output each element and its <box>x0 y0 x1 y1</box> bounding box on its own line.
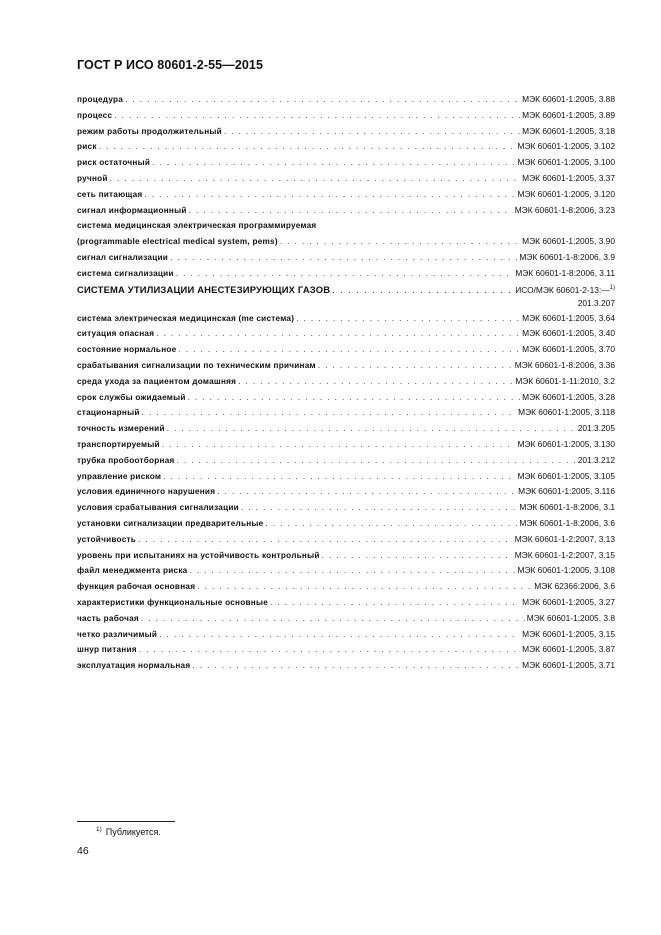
index-reference <box>515 203 615 219</box>
index-entry <box>77 155 615 171</box>
index-entry <box>77 390 615 406</box>
term-index-list <box>77 92 615 674</box>
index-entry <box>77 595 615 611</box>
index-entry <box>77 342 615 358</box>
footnote-marker: 1) <box>96 826 102 833</box>
dot-leader <box>280 234 520 250</box>
index-entry <box>77 218 615 234</box>
index-reference <box>517 469 615 485</box>
reference-text: МЭК 60601-1:2005, 3.90 <box>522 236 615 247</box>
index-term: СИСТЕМА УТИЛИЗАЦИИ АНЕСТЕЗИРУЮЩИХ ГАЗОВ <box>77 283 331 295</box>
dot-leader <box>144 187 515 203</box>
dot-leader <box>318 358 513 374</box>
dot-leader <box>188 390 521 406</box>
index-entry <box>77 658 615 674</box>
index-reference <box>522 642 615 658</box>
reference-text: МЭК 60601-1-2:2007, 3.13 <box>514 533 615 544</box>
index-entry <box>77 642 615 658</box>
index-entry <box>77 421 615 437</box>
index-entry <box>77 516 615 532</box>
dot-leader <box>189 563 515 579</box>
index-reference <box>522 171 615 187</box>
index-term: условия единичного нарушения <box>77 487 216 497</box>
index-entry <box>77 124 615 140</box>
reference-text: МЭК 60601-1-8:2006, 3.6 <box>519 517 615 528</box>
reference-text: МЭК 60601-1:2005, 3.18 <box>522 125 615 136</box>
index-entry <box>77 92 615 108</box>
index-term: уровень при испытаниях на устойчивость контрольный <box>77 550 320 560</box>
dot-leader <box>238 374 513 390</box>
dot-leader <box>162 437 516 453</box>
dot-leader <box>142 405 516 421</box>
index-entry <box>77 532 615 548</box>
index-reference <box>517 139 615 155</box>
reference-text: МЭК 60601-1:2005, 3.71 <box>522 660 615 671</box>
index-reference <box>517 563 615 579</box>
reference-text: МЭК 60601-1-8:2006, 3.36 <box>514 359 615 370</box>
index-reference <box>517 437 615 453</box>
dot-leader <box>110 171 520 187</box>
dot-leader <box>138 532 513 548</box>
reference-text: МЭК 60601-1:2005, 3.102 <box>517 141 615 152</box>
dot-leader <box>224 124 520 140</box>
index-term: характеристики функциональные основные <box>77 597 268 607</box>
index-term: трубка пробоотборная <box>77 455 175 465</box>
index-term: сигнал сигнализации <box>77 252 169 262</box>
reference-text: 201.3.212 <box>577 454 615 465</box>
dot-leader <box>139 642 520 658</box>
index-reference <box>522 658 615 674</box>
index-entry-continuation <box>77 298 615 311</box>
index-reference <box>522 627 615 643</box>
index-reference <box>522 311 615 327</box>
dot-leader <box>176 266 514 282</box>
index-term: процесс <box>77 110 113 120</box>
index-entry <box>77 405 615 421</box>
footnote <box>96 827 161 837</box>
reference-text: МЭК 60601-1:2005, 3.105 <box>517 470 615 481</box>
reference-text: МЭК 60601-1:2005, 3.89 <box>522 109 615 120</box>
index-term: система сигнализации <box>77 268 174 278</box>
reference-text: МЭК 60601-1-11:2010, 3.2 <box>515 375 615 386</box>
dot-leader <box>170 250 517 266</box>
index-reference <box>527 611 615 627</box>
index-reference <box>522 234 615 250</box>
index-term: файл менеджмента риска <box>77 566 188 576</box>
footnote-text: Публикуется. <box>105 827 161 837</box>
index-reference <box>534 579 615 595</box>
dot-leader <box>322 548 513 564</box>
dot-leader <box>141 611 525 627</box>
reference-text: МЭК 60601-1-8:2006, 3.9 <box>519 251 615 262</box>
index-reference <box>515 358 615 374</box>
index-term: условия срабатывания сигнализации <box>77 503 239 513</box>
index-reference <box>515 282 615 298</box>
dot-leader <box>163 469 515 485</box>
reference-text: МЭК 60601-1:2005, 3.8 <box>526 612 615 623</box>
reference-text: МЭК 60601-1-8:2006, 3.1 <box>519 502 615 513</box>
dot-leader <box>159 627 520 643</box>
index-term: состояние нормальное <box>77 345 177 355</box>
index-term: установки сигнализации предварительные <box>77 518 264 528</box>
index-entry <box>77 627 615 643</box>
reference-text: МЭК 60601-1:2005, 3.118 <box>518 407 615 418</box>
dot-leader <box>189 203 513 219</box>
reference-text: МЭК 60601-1:2005, 3.28 <box>522 391 615 402</box>
index-term: ручной <box>77 173 108 183</box>
index-entry <box>77 234 615 250</box>
index-reference <box>578 421 615 437</box>
reference-text: МЭК 60601-1-8:2006, 3.23 <box>514 204 615 215</box>
index-term: шнур питания <box>77 645 137 655</box>
dot-leader <box>332 282 513 298</box>
index-term: управление риском <box>77 471 162 481</box>
reference-text: МЭК 60601-1:2005, 3.70 <box>522 344 615 355</box>
index-reference <box>519 500 615 516</box>
index-term: сигнал информационный <box>77 205 187 215</box>
dot-leader <box>296 311 520 327</box>
index-term: сеть питающая <box>77 189 143 199</box>
index-reference <box>578 453 615 469</box>
index-reference <box>522 92 615 108</box>
reference-text: МЭК 62366:2006, 3.6 <box>534 581 615 592</box>
index-term: транспортируемый <box>77 439 160 449</box>
index-term: точность измерений <box>77 424 165 434</box>
index-entry <box>77 484 615 500</box>
index-reference <box>515 532 615 548</box>
index-entry <box>77 374 615 390</box>
index-term: эксплуатация нормальная <box>77 661 191 671</box>
index-reference <box>519 250 615 266</box>
dot-leader <box>265 516 517 532</box>
index-term: процедура <box>77 95 124 104</box>
index-term: стационарный <box>77 408 140 418</box>
page-number: 46 <box>77 845 89 857</box>
index-term: среда ухода за пациентом домашняя <box>77 376 237 386</box>
footnote-divider <box>77 821 175 822</box>
index-entry <box>77 171 615 187</box>
reference-text: МЭК 60601-1:2005, 3.120 <box>517 188 615 199</box>
footnote-reference: 1) <box>609 284 615 291</box>
index-reference <box>522 108 615 124</box>
index-reference <box>515 266 615 282</box>
index-entry <box>77 139 615 155</box>
dot-leader <box>217 484 516 500</box>
dot-leader <box>270 595 520 611</box>
index-term: (programmable electrical medical system, pems) <box>77 237 278 247</box>
document-header: ГОСТ Р ИСО 80601-2-55—2015 <box>77 58 264 72</box>
reference-text: МЭК 60601-1:2005, 3.116 <box>518 486 615 497</box>
index-term: часть рабочая <box>77 613 139 623</box>
index-entry <box>77 453 615 469</box>
index-reference <box>517 155 615 171</box>
dot-leader <box>99 139 516 155</box>
dot-leader <box>152 155 515 171</box>
index-reference <box>515 548 615 564</box>
dot-leader <box>197 579 532 595</box>
index-entry <box>77 326 615 342</box>
index-term: срабатывания сигнализации по техническим причинам <box>77 360 316 370</box>
reference-text: МЭК 60601-1-2:2007, 3.15 <box>514 549 615 560</box>
reference-text: МЭК 60601-1:2005, 3.37 <box>522 172 615 183</box>
reference-text: МЭК 60601-1-8:2006, 3.11 <box>515 267 615 278</box>
index-entry <box>77 250 615 266</box>
index-reference <box>522 595 615 611</box>
index-entry <box>77 203 615 219</box>
dot-leader <box>177 453 576 469</box>
index-entry <box>77 563 615 579</box>
dot-leader <box>167 421 576 437</box>
dot-leader <box>192 658 520 674</box>
reference-text: МЭК 60601-1:2005, 3.87 <box>522 644 615 655</box>
reference-text: 201.3.205 <box>577 423 615 434</box>
index-entry <box>77 187 615 203</box>
index-entry <box>77 108 615 124</box>
index-term: срок службы ожидаемый <box>77 392 186 402</box>
index-reference <box>522 390 615 406</box>
index-term: риск остаточный <box>77 158 151 168</box>
index-term: система электрическая медицинская (me система) <box>77 313 295 323</box>
dot-leader <box>178 342 520 358</box>
index-entry <box>77 282 615 298</box>
index-entry <box>77 311 615 327</box>
index-entry <box>77 358 615 374</box>
index-term: устойчивость <box>77 534 137 544</box>
index-reference <box>522 326 615 342</box>
reference-text: МЭК 60601-1:2005, 3.40 <box>522 328 615 339</box>
index-term: ситуация опасная <box>77 329 155 339</box>
index-reference <box>522 342 615 358</box>
index-entry <box>77 548 615 564</box>
index-reference <box>518 405 615 421</box>
index-entry <box>77 579 615 595</box>
reference-text: МЭК 60601-1:2005, 3.130 <box>517 438 615 449</box>
index-term: режим работы продолжительный <box>77 126 222 136</box>
reference-text: МЭК 60601-1:2005, 3.88 <box>522 94 615 104</box>
dot-leader <box>156 326 520 342</box>
index-entry <box>77 437 615 453</box>
index-term: риск <box>77 142 97 152</box>
index-reference <box>522 124 615 140</box>
reference-text: МЭК 60601-1:2005, 3.15 <box>522 628 615 639</box>
index-reference <box>515 374 615 390</box>
dot-leader <box>241 500 517 516</box>
index-entry <box>77 469 615 485</box>
reference-text: МЭК 60601-1:2005, 3.108 <box>517 565 615 576</box>
reference-text: МЭК 60601-1:2005, 3.64 <box>522 312 615 323</box>
reference-text: МЭК 60601-1:2005, 3.100 <box>517 157 615 168</box>
index-entry <box>77 611 615 627</box>
dot-leader <box>114 108 520 124</box>
index-reference <box>517 187 615 203</box>
continuation-reference: 201.3.207 <box>577 297 615 308</box>
index-entry <box>77 266 615 282</box>
reference-text: ИСО/МЭК 60601-2-13:— <box>515 284 610 295</box>
index-term: система медицинская электрическая программируемая <box>77 221 317 231</box>
dot-leader <box>125 92 520 108</box>
index-reference <box>519 516 615 532</box>
index-entry <box>77 500 615 516</box>
index-term: четко различимый <box>77 629 158 639</box>
reference-text: МЭК 60601-1:2005, 3.27 <box>522 596 615 607</box>
index-reference <box>518 484 615 500</box>
index-term: функция рабочая основная <box>77 582 196 592</box>
